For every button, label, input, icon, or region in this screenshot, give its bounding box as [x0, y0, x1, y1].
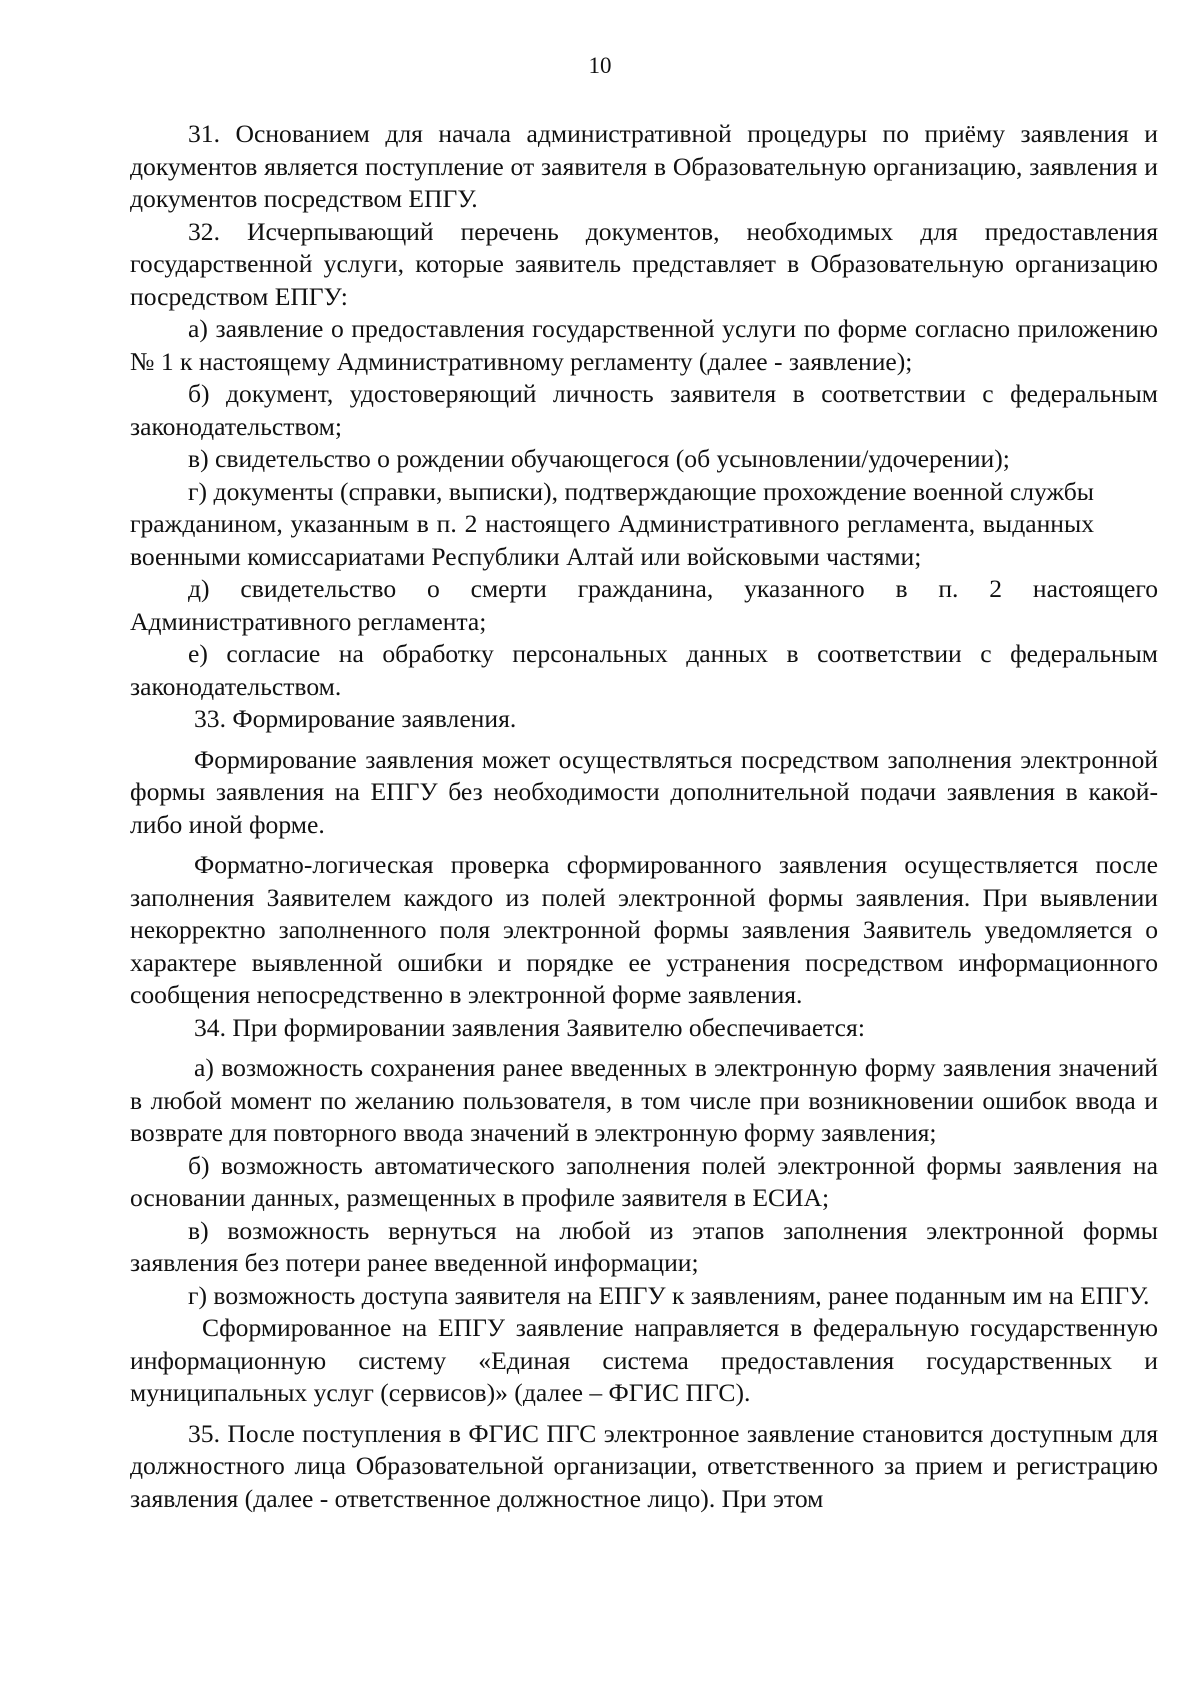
list-item-32d: д) свидетельство о смерти гражданина, указанного в п. 2 настоящего Административного регламента;: [130, 574, 1158, 636]
paragraph-34: 34. При формировании заявления Заявителю обеспечивается:: [194, 1012, 865, 1042]
list-item-34v: в) возможность вернуться на любой из этапов заполнения электронной формы заявления без потери ранее введенной информации;: [130, 1215, 1158, 1277]
list-item-32b: б) документ, удостоверяющий личность заявителя в соответствии с федеральным законодательством;: [130, 379, 1158, 441]
list-item-34g: г) возможность доступа заявителя на ЕПГУ к заявлениям, ранее поданным им на ЕПГУ.: [188, 1280, 1150, 1310]
paragraph-33-text-1: Формирование заявления может осуществляться посредством заполнения электронной формы заявления на ЕПГУ без необходимости дополнительной подачи заявления в какой-либо иной форме.: [130, 744, 1158, 839]
list-item-34b: б) возможность автоматического заполнения полей электронной формы заявления на основании данных, размещенных в профиле заявителя в ЕСИА;: [130, 1150, 1158, 1212]
list-item-32g: г) документы (справки, выписки), подтверждающие прохождение военной службы гражданином, указанным в п. 2 настоящего Административного регламента, выданных военными комиссариатами Республики Алтай или войсковыми частями;: [130, 476, 1094, 571]
paragraph-31: 31. Основанием для начала административной процедуры по приёму заявления и документов является поступление от заявителя в Образовательную организацию, заявления и документов посредством ЕПГУ.: [130, 119, 1158, 213]
paragraph-35: 35. После поступления в ФГИС ПГС электронное заявление становится доступным для должностного лица Образовательной организации, ответственного за прием и регистрацию заявления (далее - ответственное должностное лицо). При этом: [130, 1418, 1158, 1513]
paragraph-32: 32. Исчерпывающий перечень документов, необходимых для предоставления государственной услуги, которые заявитель представляет в Образовательную организацию посредством ЕПГУ:: [130, 216, 1158, 311]
list-item-32a: а) заявление о предоставления государственной услуги по форме согласно приложению № 1 к настоящему Административному регламенту (далее - заявление);: [130, 314, 1158, 376]
document-body: [130, 118, 1158, 1515]
paragraph-34-text: Сформированное на ЕПГУ заявление направляется в федеральную государственную информационную систему «Единая система предоставления государственных и муниципальных услуг (сервисов)» (далее – ФГИС ПГС).: [130, 1313, 1158, 1407]
paragraph-33-text-2: Форматно-логическая проверка сформированного заявления осуществляется после заполнения Заявителем каждого из полей электронной формы заявления. При выявлении некорректно заполненного поля электронной формы заявления Заявитель уведомляется о характере выявленной ошибки и порядке ее устранения посредством информационного сообщения непосредственно в электронной форме заявления.: [130, 850, 1158, 1009]
page-number: 10: [588, 53, 612, 78]
list-item-34a: а) возможность сохранения ранее введенных в электронную форму заявления значений в любой момент по желанию пользователя, в том числе при возникновении ошибок ввода и возврате для повторного ввода значений в электронную форму заявления;: [130, 1053, 1158, 1147]
list-item-32e: е) согласие на обработку персональных данных в соответствии с федеральным законодательством.: [130, 639, 1158, 701]
paragraph-33: 33. Формирование заявления.: [194, 704, 517, 733]
list-item-32v: в) свидетельство о рождении обучающегося (об усыновлении/удочерении);: [188, 444, 1010, 473]
